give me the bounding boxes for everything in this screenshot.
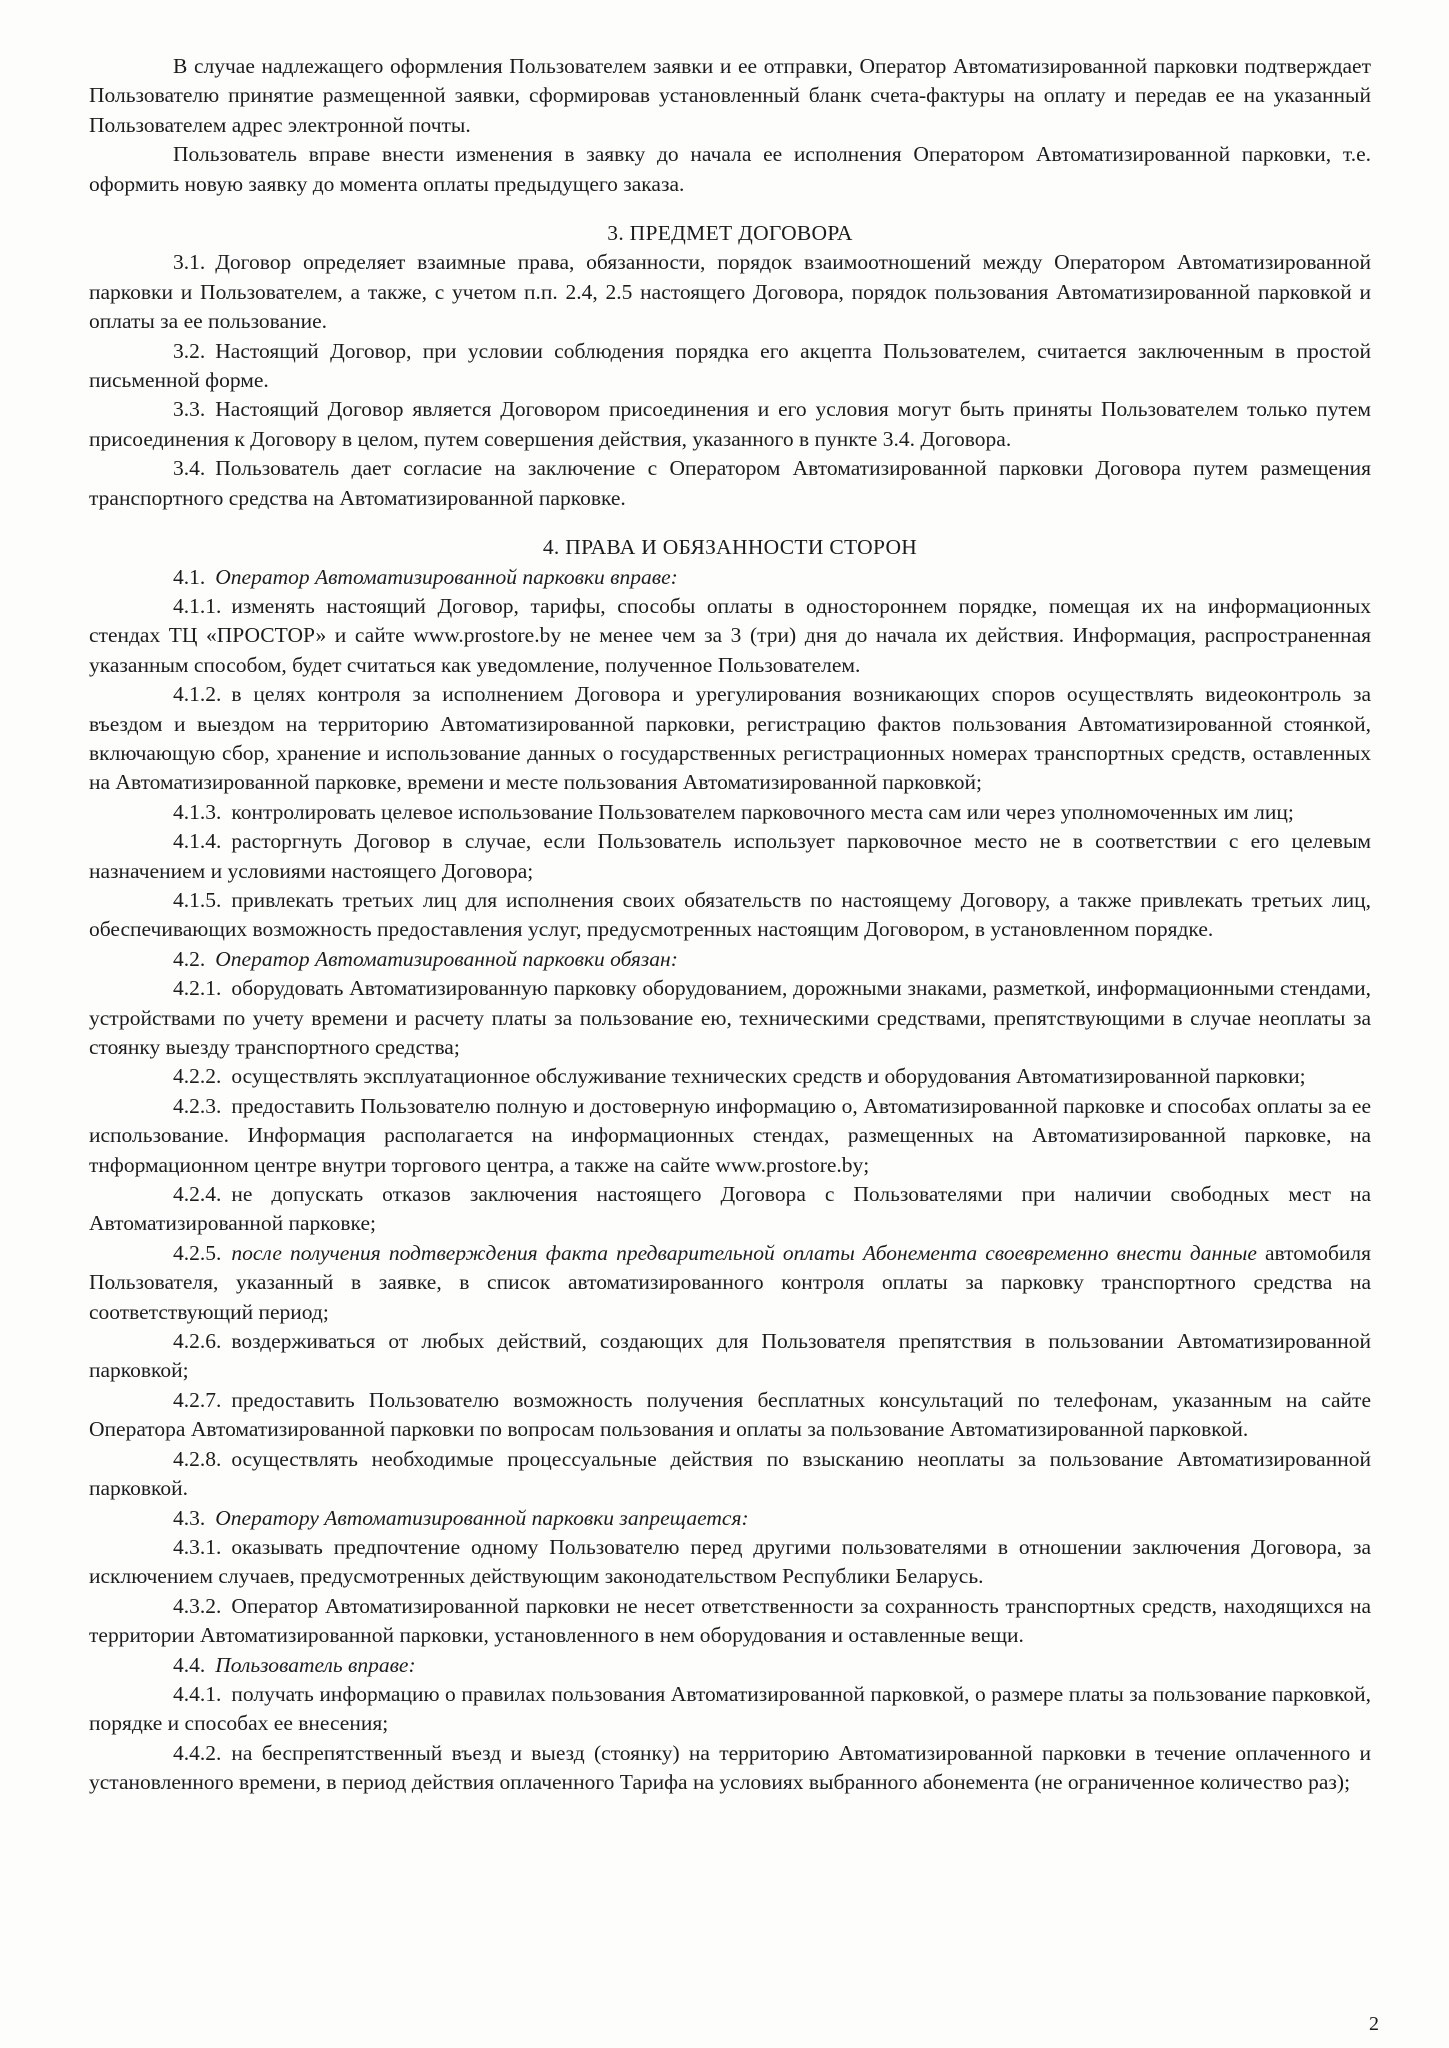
clause-3-2: 3.2. Настоящий Договор, при условии соблюдения порядка его акцепта Пользователем, считается заключенным в простой письменной форме.	[89, 338, 1371, 393]
clause-3-1: 3.1. Договор определяет взаимные права, обязанности, порядок взаимоотношений между Оператором Автоматизированной парковки и Пользователем, а также, с учетом п.п. 2.4, 2.5 настоящего Договора, порядок пользования Автоматизированной парковкой и оплаты за ее пользование.	[89, 250, 1371, 334]
clause-3-3: 3.3. Настоящий Договор является Договором присоединения и его условия могут быть приняты Пользователем только путем присоединения к Договору в целом, путем совершения действия, указанного в пункте 3.4. Договора.	[89, 397, 1371, 451]
intro-paragraph: В случае надлежащего оформления Пользователем заявки и ее отправки, Оператор Автоматизированной парковки подтверждает Пользователю принятие размещенной заявки, сформировав установленный бланк счета-фактуры на оплату и передав ее на указанный Пользователем адрес электронной почты.	[89, 54, 1371, 137]
clause-4-4-heading: 4.4. Пользователь вправе:	[173, 1652, 416, 1677]
clause-4-3-heading: 4.3. Оператору Автоматизированной парковки запрещается:	[173, 1505, 749, 1530]
clause-4-2-1: 4.2.1. оборудовать Автоматизированную парковку оборудованием, дорожными знаками, разметкой, информационными стендами, устройствами по учету времени и расчету платы за пользование ею, техническими средствами, препятствующими в случае неоплаты за стоянку выезду транспортного средства;	[89, 976, 1371, 1059]
clause-4-1-heading: 4.1. Оператор Автоматизированной парковки вправе:	[173, 564, 678, 589]
clause-4-2-3: 4.2.3. предоставить Пользователю полную и достоверную информацию о, Автоматизированной парковке и способах оплаты за ее использование. Информация располагается на информационных стендах, размещенных на Автоматизированной парковке, на тнформационном центре внутри торгового центра, а также на сайте www.prostore.by;	[89, 1093, 1371, 1177]
clause-4-2-2: 4.2.2. осуществлять эксплуатационное обслуживание технических средств и оборудования Автоматизированной парковки;	[173, 1064, 1306, 1089]
clause-4-1-3: 4.1.3. контролировать целевое использование Пользователем парковочного места сам или через уполномоченных им лиц;	[173, 799, 1294, 824]
clause-4-2-4: 4.2.4. не допускать отказов заключения настоящего Договора с Пользователями при наличии свободных мест на Автоматизированной парковке;	[89, 1182, 1371, 1236]
section-4-title: 4. ПРАВА И ОБЯЗАННОСТИ СТОРОН	[542, 535, 918, 560]
clause-4-2-6: 4.2.6. воздерживаться от любых действий, создающих для Пользователя препятствия в пользовании Автоматизированной парковкой;	[89, 1329, 1371, 1383]
clause-4-1-4: 4.1.4. расторгнуть Договор в случае, если Пользователь использует парковочное место не в соответствии с его целевым назначением и условиями настоящего Договора;	[89, 829, 1371, 883]
clause-4-4-2: 4.4.2. на беспрепятственный въезд и выезд (стоянку) на территорию Автоматизированной парковки в течение оплаченного и установленного времени, в период действия оплаченного Тарифа на условиях выбранного абонемента (не ограниченное количество раз);	[89, 1740, 1371, 1795]
page-number: 2	[1369, 2013, 1379, 2035]
clause-4-3-1: 4.3.1. оказывать предпочтение одному Пользователю перед другими пользователями в отношении заключения Договора, за исключением случаев, предусмотренных действующим законодательством Республики Беларусь.	[89, 1534, 1371, 1589]
clause-4-3-2: 4.3.2. Оператор Автоматизированной парковки не несет ответственности за сохранность транспортных средств, находящихся на территории Автоматизированной парковки, установленного в нем оборудования и оставленные вещи.	[89, 1593, 1371, 1648]
clause-4-1-2: 4.1.2. в целях контроля за исполнением Договора и урегулирования возникающих споров осуществлять видеоконтроль за въездом и выездом на территорию Автоматизированной парковки, регистрацию фактов пользования Автоматизированной стоянкой, включающую сбор, хранение и использование данных о государственных регистрационных номерах транспортных средств, оставленных на Автоматизированной парковке, времени и месте пользования Автоматизированной парковкой;	[89, 682, 1371, 795]
clause-4-2-7: 4.2.7. предоставить Пользователю возможность получения бесплатных консультаций по телефонам, указанным на сайте Оператора Автоматизированной парковки по вопросам пользования и оплаты за пользование Автоматизированной парковкой.	[89, 1387, 1371, 1442]
clause-4-2-heading: 4.2. Оператор Автоматизированной парковки обязан:	[173, 946, 678, 971]
clause-4-1-1: 4.1.1. изменять настоящий Договор, тарифы, способы оплаты в одностороннем порядке, помещая их на информационных стендах ТЦ «ПРОСТОР» и сайте www.prostore.by не менее чем за 3 (три) дня до начала их действия. Информация, распространенная указанным способом, будет считаться как уведомление, полученное Пользователем.	[89, 593, 1371, 677]
clause-4-2-5: 4.2.5. после получения подтверждения факта предварительной оплаты Абонемента своевременно внести данные автомобиля Пользователя, указанный в заявке, в список автоматизированного контроля оплаты за парковку транспортного средства на соответствующий период;	[89, 1240, 1372, 1324]
clause-4-1-5: 4.1.5. привлекать третьих лиц для исполнения своих обязательств по настоящему Договору, а также привлекать третьих лиц, обеспечивающих возможность предоставления услуг, предусмотренных настоящим Договором, в установленном порядке.	[89, 887, 1371, 942]
clause-4-2-8: 4.2.8. осуществлять необходимые процессуальные действия по взысканию неоплаты за пользование Автоматизированной парковкой.	[89, 1446, 1371, 1501]
clause-3-4: 3.4. Пользователь дает согласие на заключение с Оператором Автоматизированной парковки Договора путем размещения транспортного средства на Автоматизированной парковке.	[89, 456, 1371, 510]
clause-4-4-1: 4.4.1. получать информацию о правилах пользования Автоматизированной парковкой, о размере платы за пользование парковкой, порядке и способах ее внесения;	[89, 1681, 1371, 1736]
document-body	[89, 52, 1371, 1798]
intro-paragraph: Пользователь вправе внести изменения в заявку до начала ее исполнения Оператором Автоматизированной парковки, т.е. оформить новую заявку до момента оплаты предыдущего заказа.	[89, 142, 1371, 196]
section-3-title: 3. ПРЕДМЕТ ДОГОВОРА	[607, 221, 853, 246]
